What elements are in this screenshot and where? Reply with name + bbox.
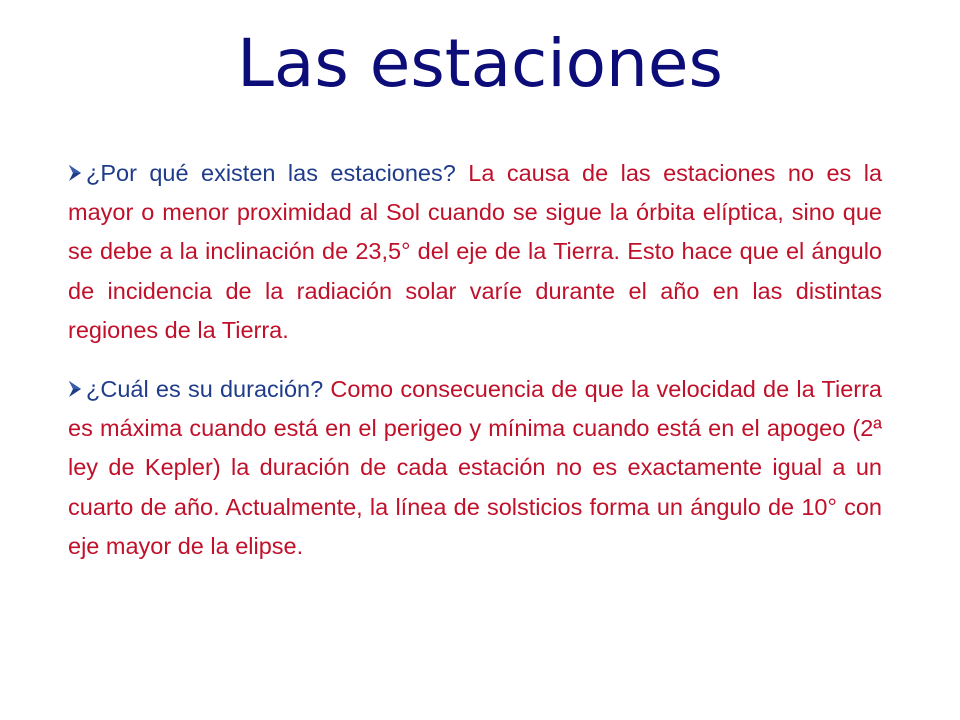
arrow-bullet-icon (68, 380, 82, 398)
arrow-bullet-icon (68, 164, 82, 182)
bullet-answer: Como consecuencia de que la velocidad de la Tierra es máxima cuando está en el perigeo y mínima cuando está en el apogeo (2ª ley de Kepler) la duración de cada estación no es exactamente igual a un cuarto de año. Actualmente, la línea de solsticios forma un ángulo de 10° con eje mayor de la elipse. (68, 376, 882, 559)
bullet-list (68, 154, 882, 566)
bullet-question: ¿Por qué existen las estaciones? (86, 160, 456, 186)
bullet-question: ¿Cuál es su duración? (86, 376, 324, 403)
slide-title: Las estaciones (237, 25, 723, 102)
bullet-item (68, 154, 882, 350)
bullet-item (68, 370, 882, 566)
bullet-answer: La causa de las estaciones no es la mayor o menor proximidad al Sol cuando se sigue la órbita elíptica, sino que se debe a la inclinación de 23,5° del eje de la Tierra. Esto hace que el ángulo de incidencia de la radiación solar varíe durante el año en las distintas regiones de la Tierra. (68, 160, 883, 343)
